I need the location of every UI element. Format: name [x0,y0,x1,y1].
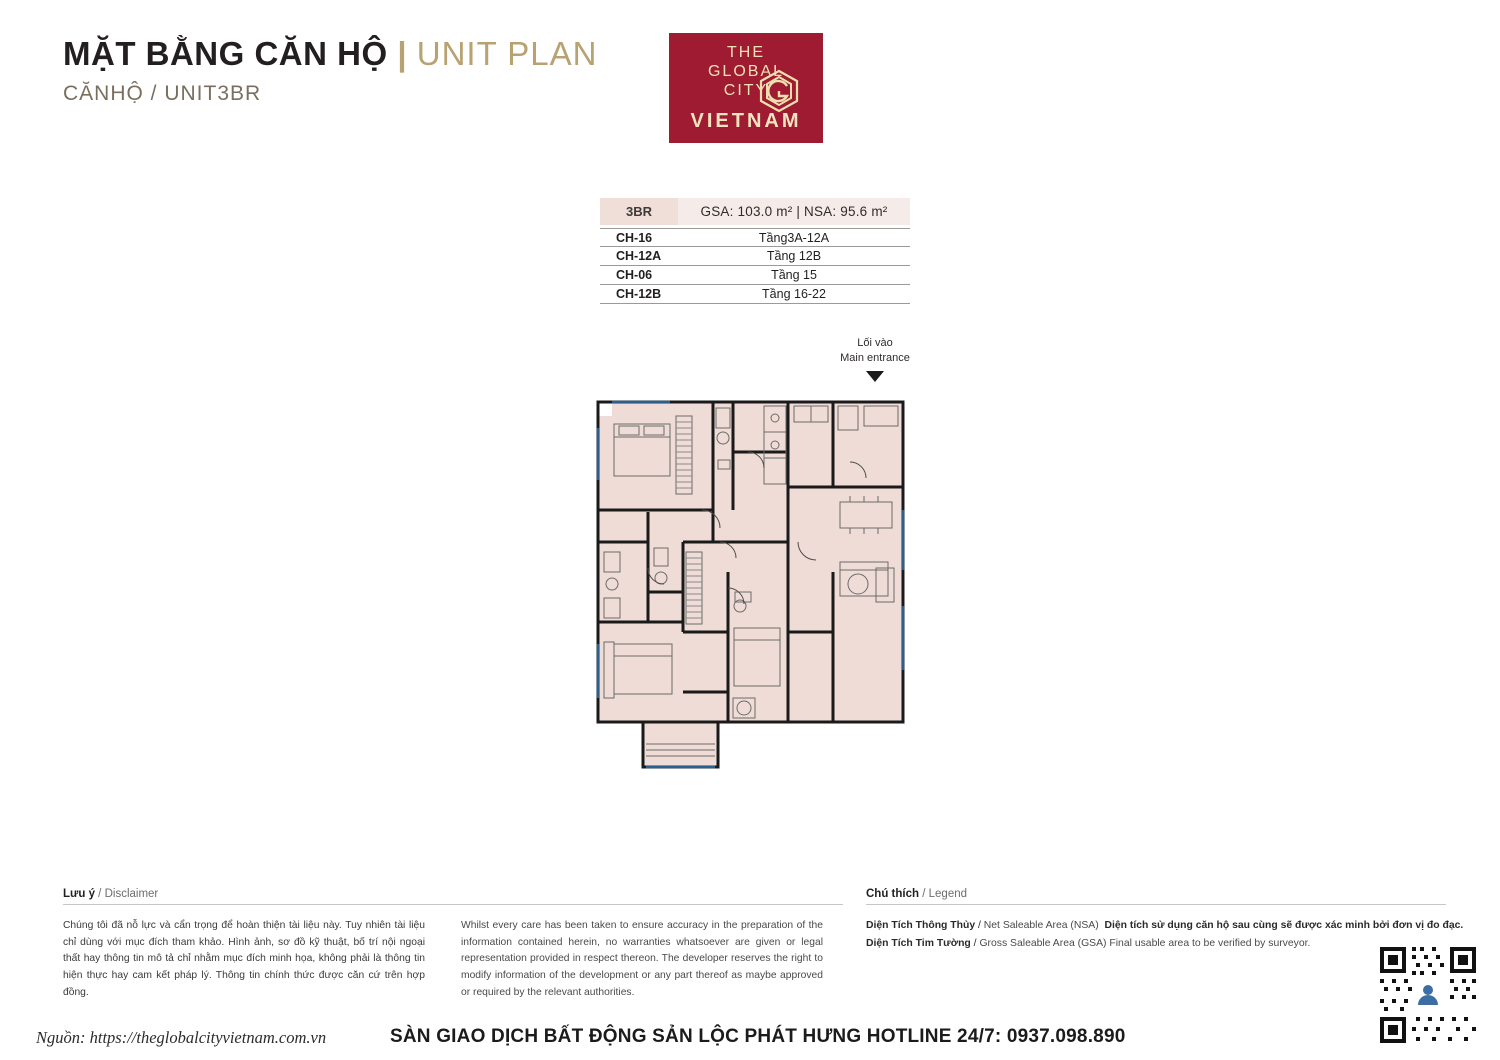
page-title-vi: MẶT BẰNG CĂN HỘ [63,35,388,72]
legend-sep-nsa: / [977,920,981,931]
legend-sep-gsa: / [973,937,977,949]
disclaimer-divider [63,904,843,905]
legend-note-en: Final usable area to be verified by surveyor. [1109,937,1311,949]
unit-info-header [600,198,910,225]
table-row [600,266,910,285]
legend-term-en-nsa: Net Saleable Area (NSA) [983,920,1099,931]
legend-section [866,888,1464,952]
table-row [600,285,910,304]
logo-line-global: GLOBAL [707,62,785,80]
hotline-bar: SÀN GIAO DỊCH BẤT ĐỘNG SẢN LỘC PHÁT HƯNG HOTLINE 24/7: 0937.098.890 [390,1026,1126,1047]
disclaimer-text-vi: Chúng tôi đã nỗ lực và cẩn trọng để hoàn thiện tài liệu này. Tuy nhiên tài liệu chỉ dùng với mục đích tham khảo. Hình ảnh, sơ đồ kỹ thuật, bố trí nội ngoại thất hay thông tin mô tả chỉ nhằm mục đích minh họa, không phải là thông tin hiện thực hay cam kết pháp lý. Thông tin chính thức được căn cứ trên hợp đồng. [63,920,425,998]
unit-type: 3BR [600,198,678,225]
gsa-label: GSA: [700,204,734,219]
source-url[interactable]: Nguồn: https://theglobalcityvietnam.com.vn [36,1028,327,1047]
unit-code: CH-12A [616,249,662,263]
unit-areas [678,198,910,225]
unit-rows [600,228,910,304]
unit-floor: Tầng3A-12A [758,230,830,245]
legend-heading-vi: Chú thích [866,888,920,900]
logo-line-vietnam: VIETNAM [690,109,802,132]
entrance-label-vi: Lối vào [857,337,893,349]
disclaimer-heading-vi: Lưu ý [63,888,95,900]
floor-plan-diagram [588,392,913,772]
area-separator: | [796,204,801,219]
unit-code: CH-12B [616,287,662,301]
table-row [600,247,910,266]
legend-heading-sep: / [922,888,926,900]
legend-body [866,917,1464,952]
entrance-arrow-icon [866,371,884,382]
logo-line-the: THE [727,44,765,61]
legend-term-vi-gsa: Diện Tích Tim Tường [866,937,971,949]
disclaimer-text-en: Whilst every care has been taken to ensure accuracy in the preparation of the information contained herein, no warranties whatsoever are given or legal representation provided in respect thereon. The developer reserves the right to modify information of the development or any part thereof as maybe approved or required by the relevant authorities. [461,920,823,998]
unit-code: CH-16 [616,230,653,245]
page-title-en: UNIT PLAN [416,35,598,72]
logo-line-city: CITY [723,81,769,99]
logo-hexagon-icon [757,69,801,113]
unit-info-table [600,198,910,304]
gsa-value: 103.0 m² [737,204,793,219]
title-separator: | [397,35,408,72]
main-entrance-label [820,336,930,382]
unit-floor: Tầng 16-22 [762,287,826,301]
page-title [63,36,598,72]
disclaimer-section [63,888,843,1001]
disclaimer-heading-en: Disclaimer [104,888,159,900]
unit-code: CH-06 [616,268,653,282]
disclaimer-columns [63,918,843,1001]
entrance-label-en: Main entrance [840,351,910,364]
page-header [63,36,598,106]
legend-heading-en: Legend [928,888,968,900]
unit-floor: Tầng 15 [771,268,817,282]
nsa-value: 95.6 m² [840,204,888,219]
nsa-label: NSA: [804,204,837,219]
legend-row-nsa [866,917,1464,935]
legend-term-vi-nsa: Diện Tích Thông Thủy [866,920,976,931]
page-subtitle: CĂNHỘ / UNIT3BR [63,82,262,106]
legend-divider [866,904,1446,905]
legend-row-gsa [866,935,1446,953]
legend-term-en-gsa: Gross Saleable Area (GSA) [979,937,1107,949]
unit-floor: Tầng 12B [766,249,822,263]
legend-note-vi: Diện tích sử dụng căn hộ sau cùng sẽ được xác minh bởi đơn vị đo đạc. [1104,920,1464,931]
table-row [600,228,910,247]
brand-logo [669,33,823,143]
qr-code-icon[interactable] [1376,943,1480,1047]
legend-heading [866,888,1446,900]
disclaimer-heading-sep: / [98,888,102,900]
disclaimer-heading [63,888,843,900]
plan-rooms [598,402,903,767]
